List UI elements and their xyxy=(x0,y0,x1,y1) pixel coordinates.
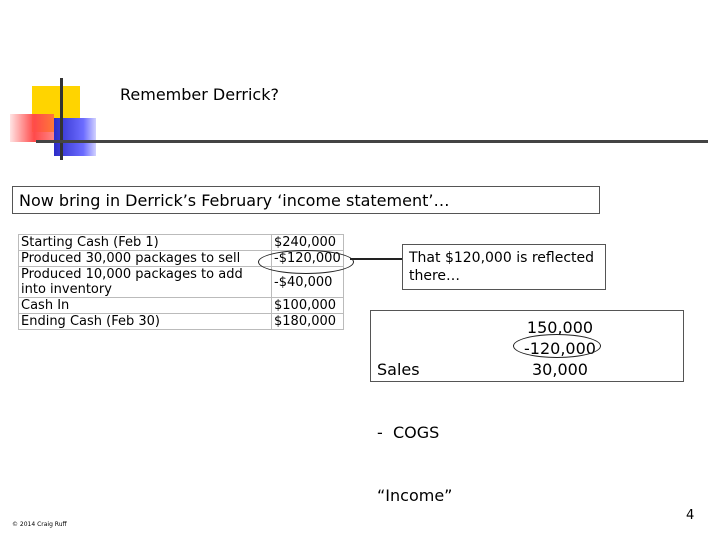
is-value: 150,000 xyxy=(526,318,594,337)
row-label: Starting Cash (Feb 1) xyxy=(19,235,272,251)
connector-line xyxy=(350,258,402,260)
title-divider xyxy=(36,140,708,143)
decor-red-square xyxy=(10,114,54,142)
highlight-oval xyxy=(258,250,354,274)
cash-table xyxy=(18,234,344,330)
row-value: $100,000 xyxy=(272,298,344,314)
is-label: Sales xyxy=(377,360,420,379)
note-callout: That $120,000 is reflected there… xyxy=(402,244,606,290)
row-label: Produced 10,000 packages to add into inventory xyxy=(19,267,272,298)
page-number: 4 xyxy=(686,508,695,523)
table-row xyxy=(19,314,344,330)
row-label: Produced 30,000 packages to sell xyxy=(19,251,272,267)
row-value: $180,000 xyxy=(272,314,344,330)
slide-title: Remember Derrick? xyxy=(120,85,279,104)
copyright-text: © 2014 Craig Ruff xyxy=(12,521,67,528)
slide-heading: Now bring in Derrick’s February ‘income statement’… xyxy=(12,186,600,214)
is-value: 30,000 xyxy=(532,360,588,379)
row-value: -$120,000 xyxy=(272,251,344,267)
is-label: - COGS xyxy=(377,423,440,442)
table-row xyxy=(19,298,344,314)
is-value: -120,000 xyxy=(524,339,596,358)
row-value: $240,000 xyxy=(272,235,344,251)
row-value: -$40,000 xyxy=(272,267,344,298)
row-label: Ending Cash (Feb 30) xyxy=(19,314,272,330)
decor-vertical-line xyxy=(60,78,63,160)
income-statement-labels xyxy=(377,317,452,548)
is-label: “Income” xyxy=(377,486,453,505)
highlight-oval xyxy=(513,334,601,358)
table-row xyxy=(19,235,344,251)
row-label: Cash In xyxy=(19,298,272,314)
